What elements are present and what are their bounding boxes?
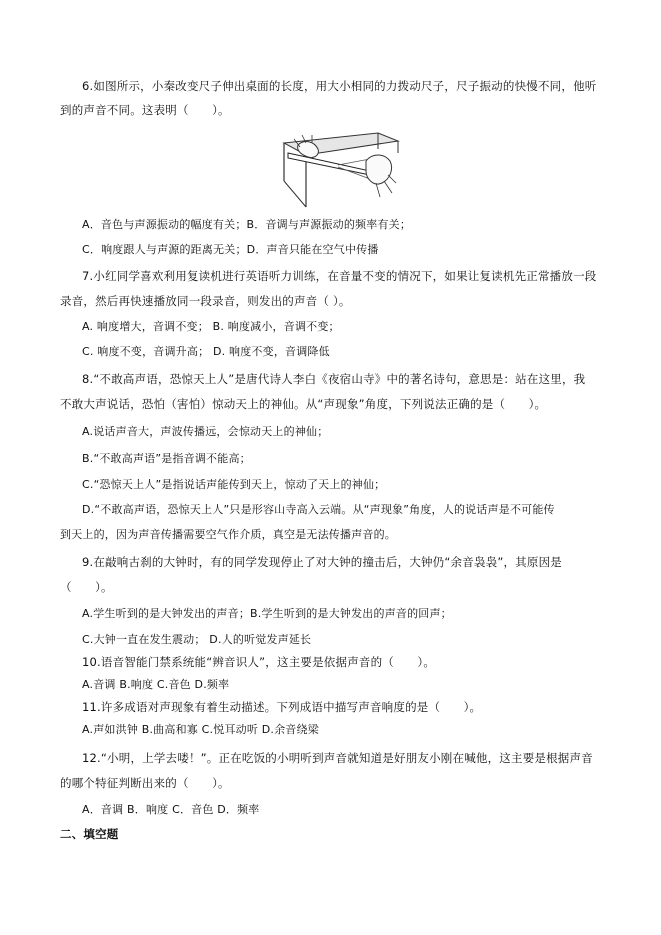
q10-options: A.音调 B.响度 C.音色 D.频率 xyxy=(82,678,230,691)
q8-option-d-line2: 到天上的，因为声音传播需要空气作介质，真空是无法传播声音的。 xyxy=(60,528,396,541)
ruler-on-table-figure xyxy=(278,131,400,209)
q8-option-a: A.说话声音大，声波传播远，会惊动天上的神仙； xyxy=(82,425,329,438)
q8-option-c: C.“恐惊天上人”是指说话声能传到天上，惊动了天上的神仙； xyxy=(82,478,386,491)
q8-stem-line2: 不敢大声说话，恐怕（害怕）惊动天上的神仙。从“声现象”角度，下列说法正确的是（ ）。 xyxy=(60,397,547,411)
q12-options: A．音调 B．响度 C．音色 D．频率 xyxy=(82,803,260,816)
q9-options-line2: C.大钟一直在发生震动； D.人的听觉发声延长 xyxy=(82,633,312,646)
q10-stem: 10.语音智能门禁系统能“辨音识人”，这主要是依据声音的（ ）。 xyxy=(82,655,436,669)
section-heading: 二、填空题 xyxy=(60,827,119,841)
q6-stem-line2: 到的声音不同。这表明（ ）。 xyxy=(60,103,230,117)
q9-stem-line1: 9.在敲响古刹的大钟时，有的同学发现停止了对大钟的撞击后，大钟仍“余音袅袅”，其原因是 xyxy=(82,555,562,569)
q8-stem-line1: 8.“不敢高声语，恐惊天上人”是唐代诗人李白《夜宿山寺》中的著名诗句，意思是：站在这里，我 xyxy=(82,372,586,386)
q8-option-b: B.“不敢高声语”是指音调不能高； xyxy=(82,452,251,465)
q8-option-d-line1: D.“不敢高声语，恐惊天上人”只是形容山寺高入云端。从“声现象”角度，人的说话声是不可能传 xyxy=(82,503,555,516)
q9-stem-line2: （ ）。 xyxy=(60,580,113,594)
q7-stem-line2: 录音，然后再快速播放同一段录音，则发出的声音（ ）。 xyxy=(60,294,351,308)
q9-options-line1: A.学生听到的是大钟发出的声音；B.学生听到的是大钟发出的声音的回声； xyxy=(82,607,452,620)
q6-options-line2: C．响度跟人与声源的距离无关；D．声音只能在空气中传播 xyxy=(82,243,379,256)
q11-stem: 11.许多成语对声现象有着生动描述。下列成语中描写声音响度的是（ ）。 xyxy=(82,700,482,714)
q6-stem-line1: 6.如图所示，小秦改变尺子伸出桌面的长度，用大小相同的力拨动尺子，尺子振动的快慢不同，他听 xyxy=(82,79,597,93)
q12-stem-line1: 12.“小明，上学去喽！”。正在吃饭的小明听到声音就知道是好朋友小刚在喊他，这主要是根据声音 xyxy=(82,751,593,765)
q6-options-line1: A．音色与声源振动的幅度有关；B．音调与声源振动的频率有关； xyxy=(82,218,412,231)
q7-stem-line1: 7.小红同学喜欢利用复读机进行英语听力训练，在音量不变的情况下，如果让复读机先正常播放一段 xyxy=(82,269,597,283)
q11-options: A.声如洪钟 B.曲高和寡 C.悦耳动听 D.余音绕梁 xyxy=(82,723,319,736)
q7-options-line1: A. 响度增大，音调不变； B. 响度减小，音调不变； xyxy=(82,320,340,333)
q7-options-line2: C. 响度不变，音调升高； D. 响度不变，音调降低 xyxy=(82,345,330,358)
q12-stem-line2: 的哪个特征判断出来的（ ）。 xyxy=(60,776,230,790)
